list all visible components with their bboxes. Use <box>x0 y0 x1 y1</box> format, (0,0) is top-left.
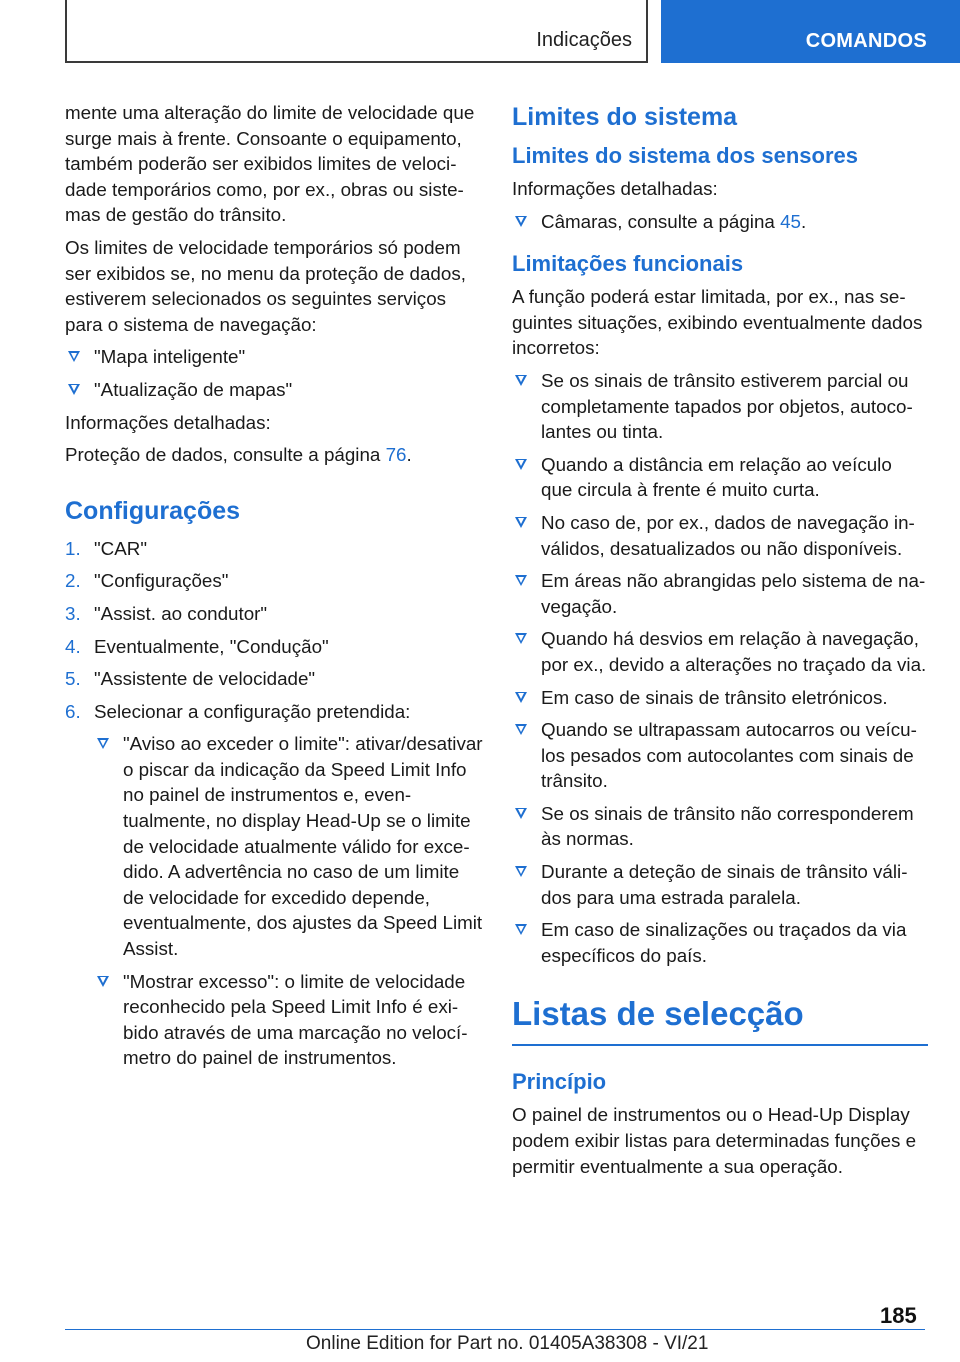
bullet-triangle-icon <box>515 216 527 227</box>
step-item: 3. "Assist. ao condutor" <box>65 602 268 624</box>
bullet-triangle-icon <box>515 575 527 586</box>
bullet-triangle-icon <box>515 517 527 528</box>
bullet-triangle-icon <box>515 692 527 703</box>
right-column <box>512 100 928 1186</box>
page-link-76[interactable]: 76 <box>385 444 407 466</box>
step-item: 6. Selecionar a configuração pretendida: "Aviso ao exceder o limite": ativar/desativar o piscar da indicação da Speed Limit Info no painel de instrumentos e, eventualmente, no display Head-Up se o limite de velocidade atualmente válido for excedido. A advertência no caso de um limite de velocidade for excedido depende, eventualmente, dos ajustes da Speed Limit Assist. "Mostrar excesso": o limite de velocidade reconhecido pela Speed Limit Info é exibido através de uma marcação no velocímetro do painel de instrumentos. <box>65 699 483 1071</box>
list-item: Se os sinais de trânsito estiverem parcial ou completamente tapados por objetos, autocolantes ou tinta. <box>512 368 928 445</box>
left-column <box>65 100 483 1078</box>
step-item: 5. "Assistente de velocidade" <box>65 668 316 690</box>
step-item: 1. "CAR" <box>65 537 147 559</box>
service-list <box>65 344 483 402</box>
list-item: "Atualização de mapas" <box>65 377 483 403</box>
list-item: "Mapa inteligente" <box>65 344 483 370</box>
list-item: "Aviso ao exceder o limite": ativar/desativar o piscar da indicação da Speed Limit Info no painel de instrumentos e, eventualmente, no display Head-Up se o limite de velocidade atualmente válido for excedido. A advertência no caso de um limite de velocidade for excedido depende, eventualmente, dos ajustes da Speed Limit Assist. <box>94 731 483 961</box>
paragraph: A função poderá estar limitada, por ex., nas seguintes situações, exibindo eventualmente dados incorretos: <box>512 286 923 359</box>
header-chapter-label: COMANDOS <box>805 30 927 52</box>
list-item: Câmaras, consulte a página 45. <box>512 209 928 235</box>
subheading-limitacoes: Limitações funcionais <box>512 251 744 277</box>
header-chapter-tab <box>661 0 960 63</box>
heading-divider <box>512 1044 928 1046</box>
footer-edition: Online Edition for Part no. 01405A38308 - VI/21 <box>306 1333 709 1354</box>
footer-divider <box>65 1329 925 1330</box>
page-number: 185 <box>880 1303 917 1328</box>
paragraph: O painel de instrumentos ou o Head-Up Display podem exibir listas para determinadas funções e permitir eventualmente a sua operação. <box>512 1104 917 1177</box>
bullet-triangle-icon <box>515 866 527 877</box>
steps-list <box>65 536 483 1071</box>
step-item: 2. "Configurações" <box>65 570 229 592</box>
bullet-triangle-icon <box>68 384 80 395</box>
cross-reference: Proteção de dados, consulte a página 76. <box>65 444 412 466</box>
list-item: Quando há desvios em relação à navegação, por ex., devido a alterações no traçado da via. <box>512 626 928 677</box>
subheading-sensores: Limites do sistema dos sensores <box>512 143 859 168</box>
list-item: Quando se ultrapassam autocarros ou veículos pesados com autocolantes com sinais de trânsito. <box>512 717 928 794</box>
paragraph: Os limites de velocidade temporários só podem ser exibidos se, no menu da proteção de dados, estiverem selecionados os seguintes serviços para o sistema de navegação: <box>65 236 466 335</box>
section-heading-limites: Limites do sistema <box>512 103 738 131</box>
bullet-triangle-icon <box>515 724 527 735</box>
bullet-triangle-icon <box>515 633 527 644</box>
list-item: No caso de, por ex., dados de navegação inválidos, desatualizados ou não disponíveis. <box>512 510 928 561</box>
info-label: Informações detalhadas: <box>512 178 718 199</box>
bullet-triangle-icon <box>515 375 527 386</box>
list-item: Quando a distância em relação ao veículo que circula à frente é muito curta. <box>512 452 928 503</box>
header-section-label: Indicações <box>536 29 632 51</box>
bullet-triangle-icon <box>97 976 109 987</box>
bullet-triangle-icon <box>515 808 527 819</box>
info-label: Informações detalhadas: <box>65 411 271 433</box>
section-heading-configuracoes: Configurações <box>65 496 241 525</box>
limitations-list <box>512 368 928 968</box>
bullet-triangle-icon <box>515 924 527 935</box>
list-item: Em caso de sinais de trânsito eletrónicos. <box>512 685 928 711</box>
option-list <box>94 731 483 1071</box>
list-item: Se os sinais de trânsito não corresponderem às normas. <box>512 801 928 852</box>
list-item: Em caso de sinalizações ou traçados da via específicos do país. <box>512 917 928 968</box>
list-item: Em áreas não abrangidas pelo sistema de navegação. <box>512 568 928 619</box>
page-link-45[interactable]: 45 <box>780 210 801 232</box>
camera-ref-list <box>512 209 928 235</box>
list-item: Durante a deteção de sinais de trânsito válidos para uma estrada paralela. <box>512 859 928 910</box>
chapter-heading-listas: Listas de selecção <box>512 995 804 1033</box>
list-item: "Mostrar excesso": o limite de velocidade reconhecido pela Speed Limit Info é exibido através de uma marcação no velocímetro do painel de instrumentos. <box>94 969 483 1071</box>
bullet-triangle-icon <box>68 351 80 362</box>
header-section-tab <box>65 0 648 63</box>
bullet-triangle-icon <box>97 738 109 749</box>
bullet-triangle-icon <box>515 459 527 470</box>
paragraph: mente uma alteração do limite de velocidade que surge mais à frente. Consoante o equipamento, também poderão ser exibidos limites de velocidade temporários como, por ex., obras ou sistemas de gestão do trânsito. <box>65 102 475 226</box>
subheading-principio: Princípio <box>512 1069 607 1095</box>
step-item: 4. Eventualmente, "Condução" <box>65 635 329 657</box>
